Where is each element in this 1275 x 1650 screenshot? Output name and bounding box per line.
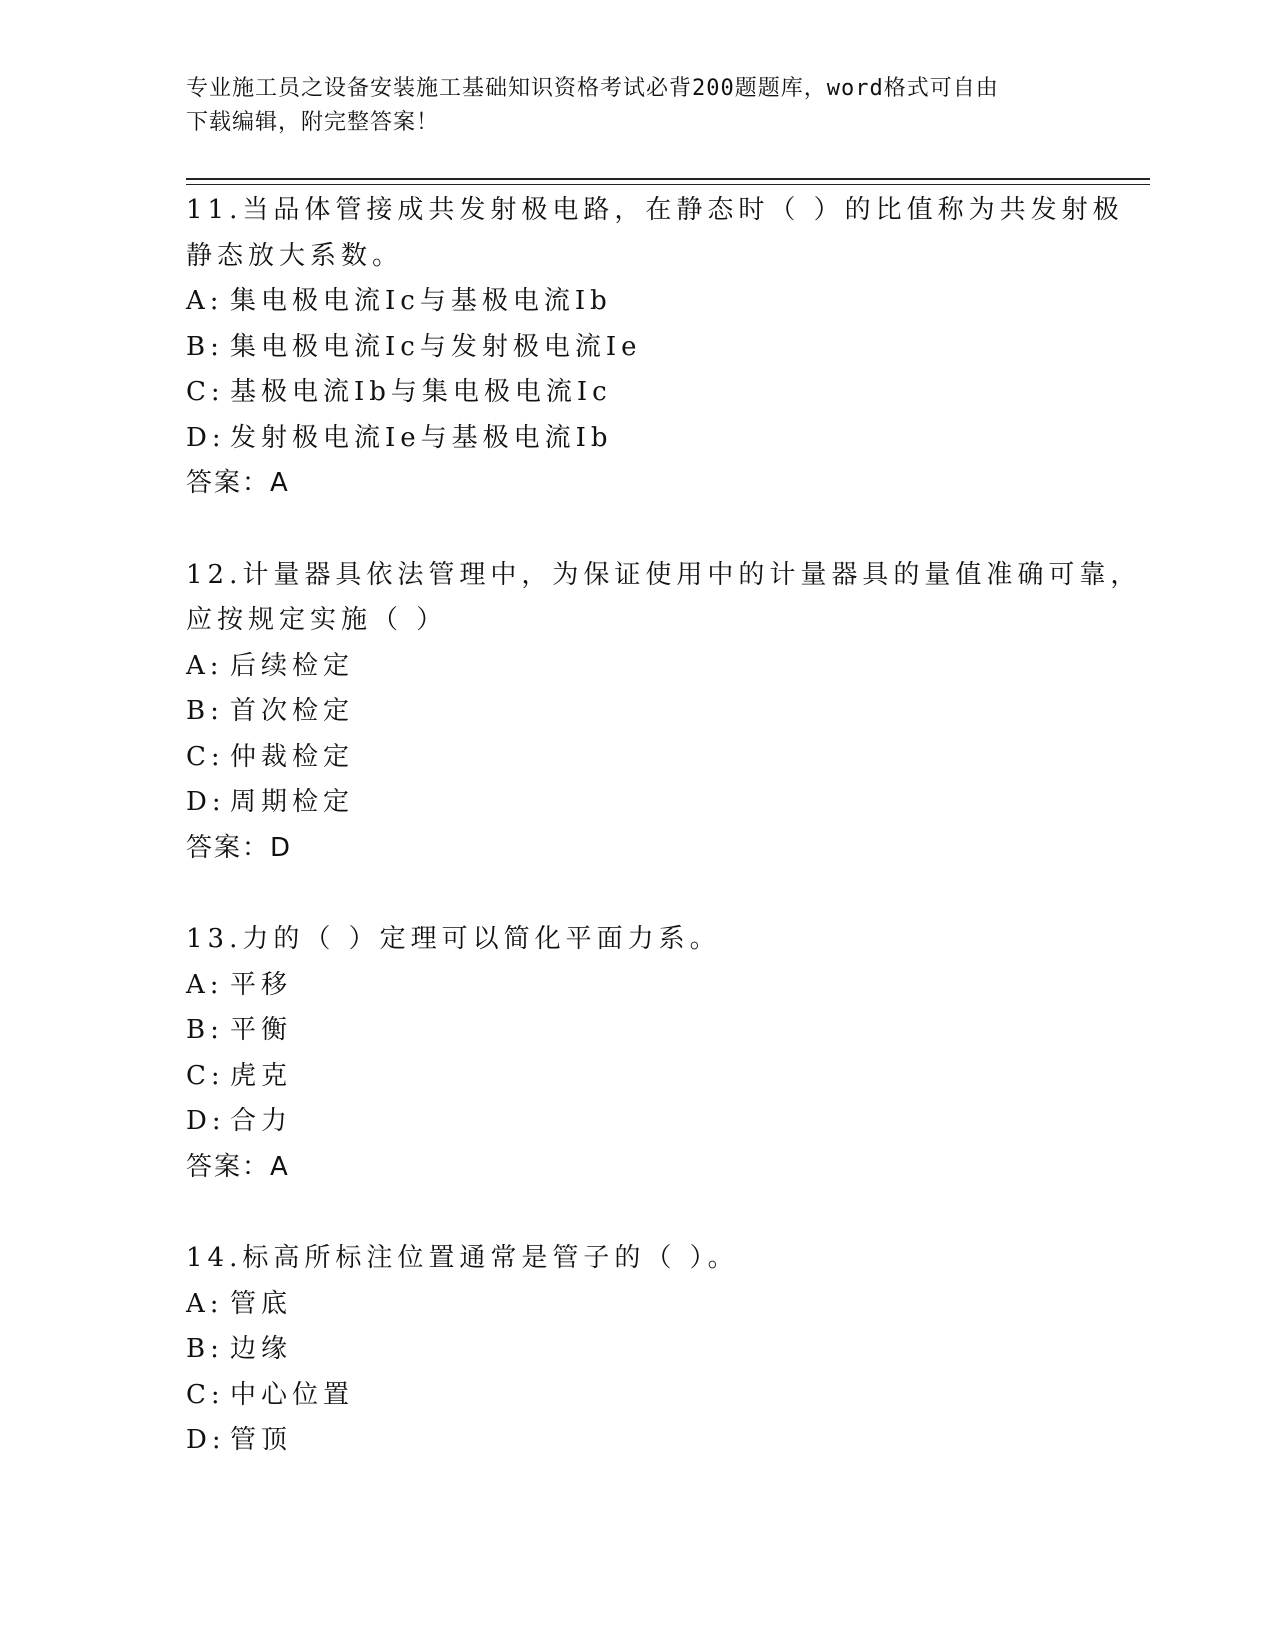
option-text: 平移 [230, 969, 293, 1000]
option-b [186, 325, 1086, 371]
header-title-line-2: 下载编辑，附完整答案！ [186, 110, 440, 135]
question-14 [186, 1236, 1086, 1464]
option-letter: D: [186, 787, 226, 817]
option-b [186, 1008, 1086, 1054]
option-d [186, 1099, 1086, 1145]
option-text: 首次检定 [230, 696, 355, 726]
option-text: 合力 [230, 1106, 293, 1136]
option-text: 边缘 [230, 1334, 293, 1364]
question-list [186, 188, 1142, 1464]
question-stem-continued: 静态放大系数。 [186, 240, 404, 271]
option-letter: D: [186, 1425, 226, 1455]
option-letter: D: [186, 1106, 226, 1136]
option-c [186, 1373, 1086, 1419]
option-text: 管顶 [230, 1425, 293, 1455]
option-c [186, 1054, 1086, 1100]
question-11 [186, 188, 1124, 507]
option-text: 周期检定 [230, 787, 355, 817]
option-a [186, 279, 1086, 325]
option-letter: A: [186, 650, 224, 681]
option-d [186, 1418, 1086, 1464]
option-text: 集电极电流Ic与发射极电流Ie [230, 331, 642, 362]
option-d [186, 780, 1086, 826]
option-letter: C: [186, 1379, 225, 1410]
document-header [186, 72, 1066, 140]
option-c [186, 735, 1086, 781]
option-a [186, 963, 1086, 1009]
option-c [186, 370, 1086, 416]
option-letter: C: [186, 741, 225, 772]
option-text: 后续检定 [230, 650, 355, 681]
option-a [186, 644, 1086, 690]
option-text: 管底 [230, 1288, 293, 1319]
question-stem: 13.力的（ ）定理可以简化平面力系。 [186, 924, 721, 954]
option-d [186, 416, 1086, 462]
option-b [186, 1327, 1086, 1373]
header-divider-thick [186, 178, 1150, 180]
question-spacer [186, 871, 1086, 917]
option-b [186, 689, 1086, 735]
option-letter: C: [186, 1060, 225, 1091]
option-letter: A: [186, 969, 224, 1000]
question-stem: 12.计量器具依法管理中，为保证使用中的计量器具的量值准确可靠， [186, 559, 1142, 590]
option-text: 仲裁检定 [230, 741, 355, 772]
option-text: 平衡 [230, 1015, 293, 1045]
option-letter: A: [186, 286, 224, 316]
option-letter: B: [186, 1015, 224, 1045]
option-text: 虎克 [230, 1060, 293, 1091]
question-stem: 14.标高所标注位置通常是管子的（ ）。 [186, 1243, 739, 1273]
option-letter: D: [186, 422, 226, 453]
header-title-line-1: 专业施工员之设备安装施工基础知识资格考试必背200题题库，word格式可自由 [186, 76, 999, 101]
question-13 [186, 917, 1086, 1190]
option-text: 基极电流Ib与集电极电流Ic [230, 377, 612, 407]
option-letter: B: [186, 1334, 224, 1364]
answer-line: 答案：A [186, 468, 290, 498]
option-a [186, 1282, 1086, 1328]
answer-line: 答案：A [186, 1151, 290, 1182]
question-12 [186, 553, 1142, 872]
answer-line: 答案：D [186, 832, 293, 863]
option-letter: A: [186, 1288, 224, 1319]
option-text: 中心位置 [230, 1379, 355, 1410]
question-spacer [186, 507, 1086, 553]
option-letter: B: [186, 696, 224, 726]
option-letter: B: [186, 331, 224, 362]
option-text: 发射极电流Ie与基极电流Ib [230, 422, 613, 453]
option-text: 集电极电流Ic与基极电流Ib [230, 286, 612, 316]
question-spacer [186, 1190, 1086, 1236]
question-stem-continued: 应按规定实施（ ） [186, 605, 448, 635]
header-divider-thin [186, 184, 1150, 185]
question-stem: 11.当品体管接成共发射极电路，在静态时（ ）的比值称为共发射极 [186, 195, 1124, 225]
option-letter: C: [186, 377, 225, 407]
